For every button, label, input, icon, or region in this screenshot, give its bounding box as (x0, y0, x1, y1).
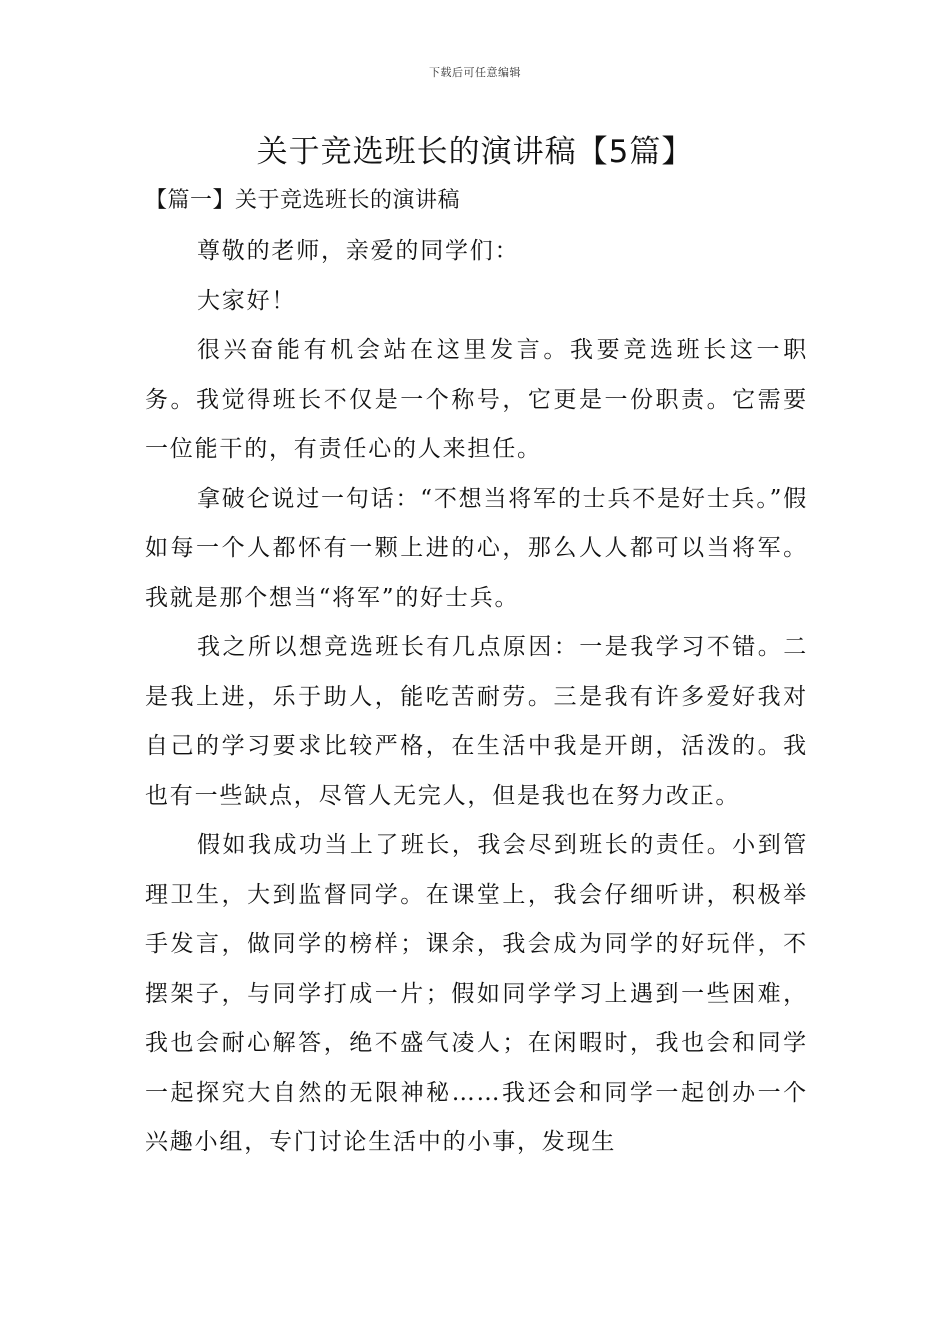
document-title: 关于竞选班长的演讲稿【5篇】 (256, 134, 694, 170)
paragraph-greeting: 大家好！ (197, 287, 297, 314)
paragraph-reasons: 我之所以想竞选班长有几点原因：一是我学习不错。二是我上进，乐于助人，能吃苦耐劳。三是我有许多爱好我对自己的学习要求比较严格，在生活中我是开朗，活泼的。我也有一些缺点，尽管人无完人，但是我也在努力改正。 (145, 634, 808, 809)
document-body (145, 227, 808, 1168)
paragraph-plans: 假如我成功当上了班长，我会尽到班长的责任。小到管理卫生，大到监督同学。在课堂上，我会仔细听讲，积极举手发言，做同学的榜样；课余，我会成为同学的好玩伴，不摆架子，与同学打成一片；假如同学学习上遇到一些困难，我也会耐心解答，绝不盛气凌人；在闲暇时，我也会和同学一起探究大自然的无限神秘……我还会和同学一起创办一个兴趣小组，专门讨论生活中的小事，发现生 (145, 832, 808, 1155)
header-note: 下载后可任意编辑 (429, 66, 521, 79)
paragraph-napoleon-quote: 拿破仑说过一句话：“不想当将军的士兵不是好士兵。”假如每一个人都怀有一颗上进的心，那么人人都可以当将军。我就是那个想当“将军”的好士兵。 (145, 485, 808, 611)
section-heading: 【篇一】关于竞选班长的演讲稿 (145, 188, 461, 213)
paragraph-salutation: 尊敬的老师，亲爱的同学们： (197, 238, 520, 264)
paragraph-intro: 很兴奋能有机会站在这里发言。我要竞选班长这一职务。我觉得班长不仅是一个称号，它更是一份职责。它需要一位能干的，有责任心的人来担任。 (145, 337, 808, 462)
